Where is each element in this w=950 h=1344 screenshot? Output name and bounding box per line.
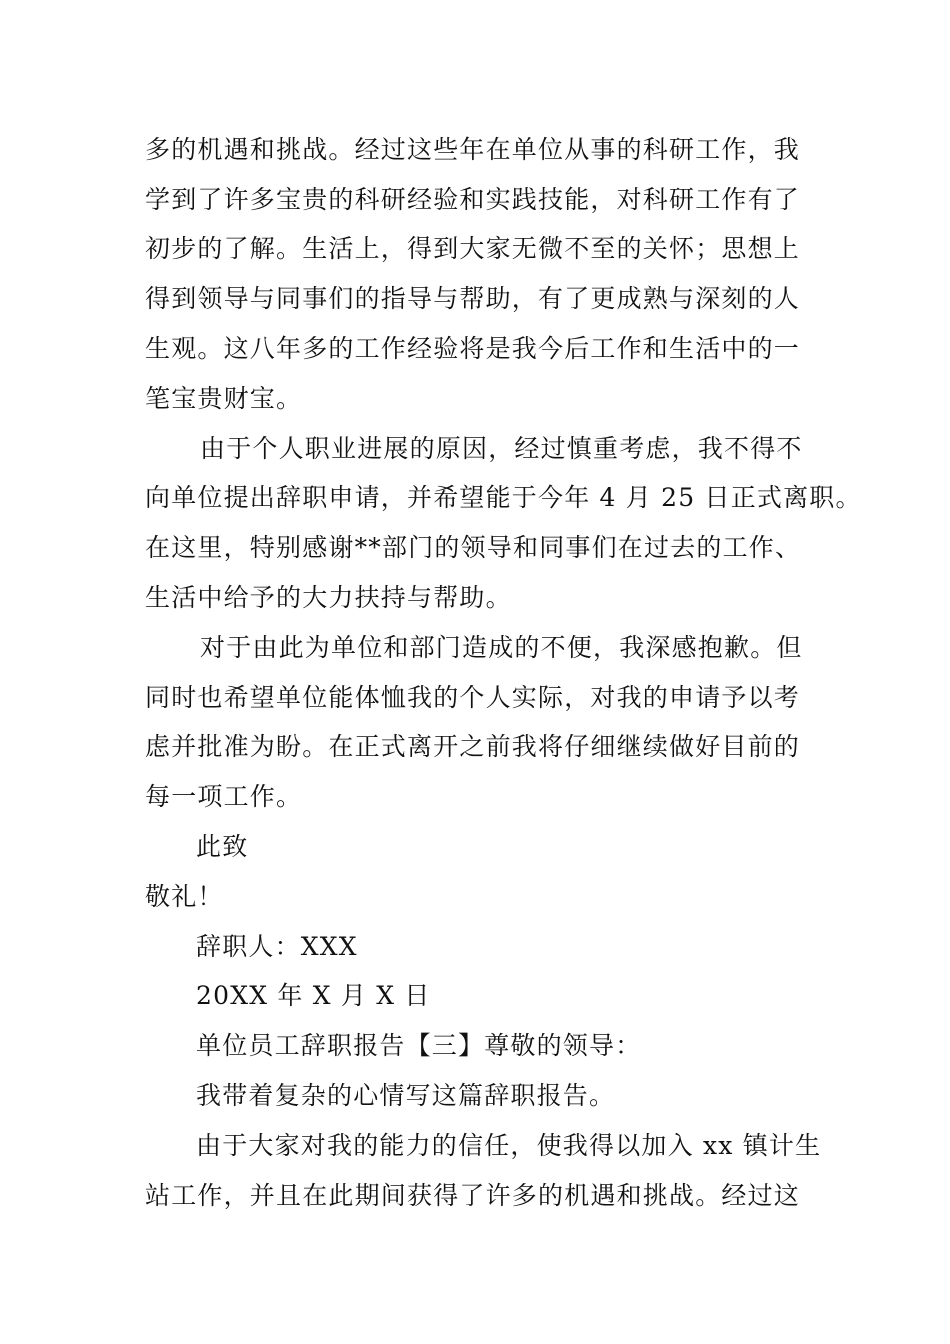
paragraph-line: 对于由此为单位和部门造成的不便，我深感抱歉。但 xyxy=(200,633,803,662)
closing-salutation: 此致 xyxy=(196,832,249,861)
paragraph-line: 同时也希望单位能体恤我的个人实际，对我的申请予以考 xyxy=(145,683,801,712)
section-heading: 单位员工辞职报告【三】尊敬的领导： xyxy=(196,1031,642,1060)
paragraph-line: 学到了许多宝贵的科研经验和实践技能，对科研工作有了 xyxy=(145,185,801,214)
paragraph-line: 由于个人职业进展的原因，经过慎重考虑，我不得不 xyxy=(200,434,803,463)
paragraph-line: 得到领导与同事们的指导与帮助，有了更成熟与深刻的人 xyxy=(145,284,801,313)
paragraph-line: 笔宝贵财宝。 xyxy=(145,384,303,413)
signature-name: 辞职人：XXX xyxy=(196,932,358,961)
paragraph-line: 我带着复杂的心情写这篇辞职报告。 xyxy=(196,1081,616,1110)
paragraph-line: 多的机遇和挑战。经过这些年在单位从事的科研工作，我 xyxy=(145,135,801,164)
paragraph-line: 生观。这八年多的工作经验将是我今后工作和生活中的一 xyxy=(145,334,801,363)
paragraph-line: 生活中给予的大力扶持与帮助。 xyxy=(145,583,512,612)
closing-regards: 敬礼！ xyxy=(145,882,224,911)
paragraph-line: 初步的了解。生活上，得到大家无微不至的关怀；思想上 xyxy=(145,234,801,263)
paragraph-line: 由于大家对我的能力的信任，使我得以加入 xx 镇计生 xyxy=(196,1131,822,1160)
signature-date: 20XX 年 X 月 X 日 xyxy=(196,981,431,1010)
paragraph-line: 每一项工作。 xyxy=(145,782,303,811)
paragraph-line: 站工作，并且在此期间获得了许多的机遇和挑战。经过这 xyxy=(145,1181,801,1210)
paragraph-line: 向单位提出辞职申请，并希望能于今年 4 月 25 日正式离职。 xyxy=(145,483,862,512)
paragraph-line: 虑并批准为盼。在正式离开之前我将仔细继续做好目前的 xyxy=(145,732,801,761)
paragraph-line: 在这里，特别感谢**部门的领导和同事们在过去的工作、 xyxy=(145,533,802,562)
